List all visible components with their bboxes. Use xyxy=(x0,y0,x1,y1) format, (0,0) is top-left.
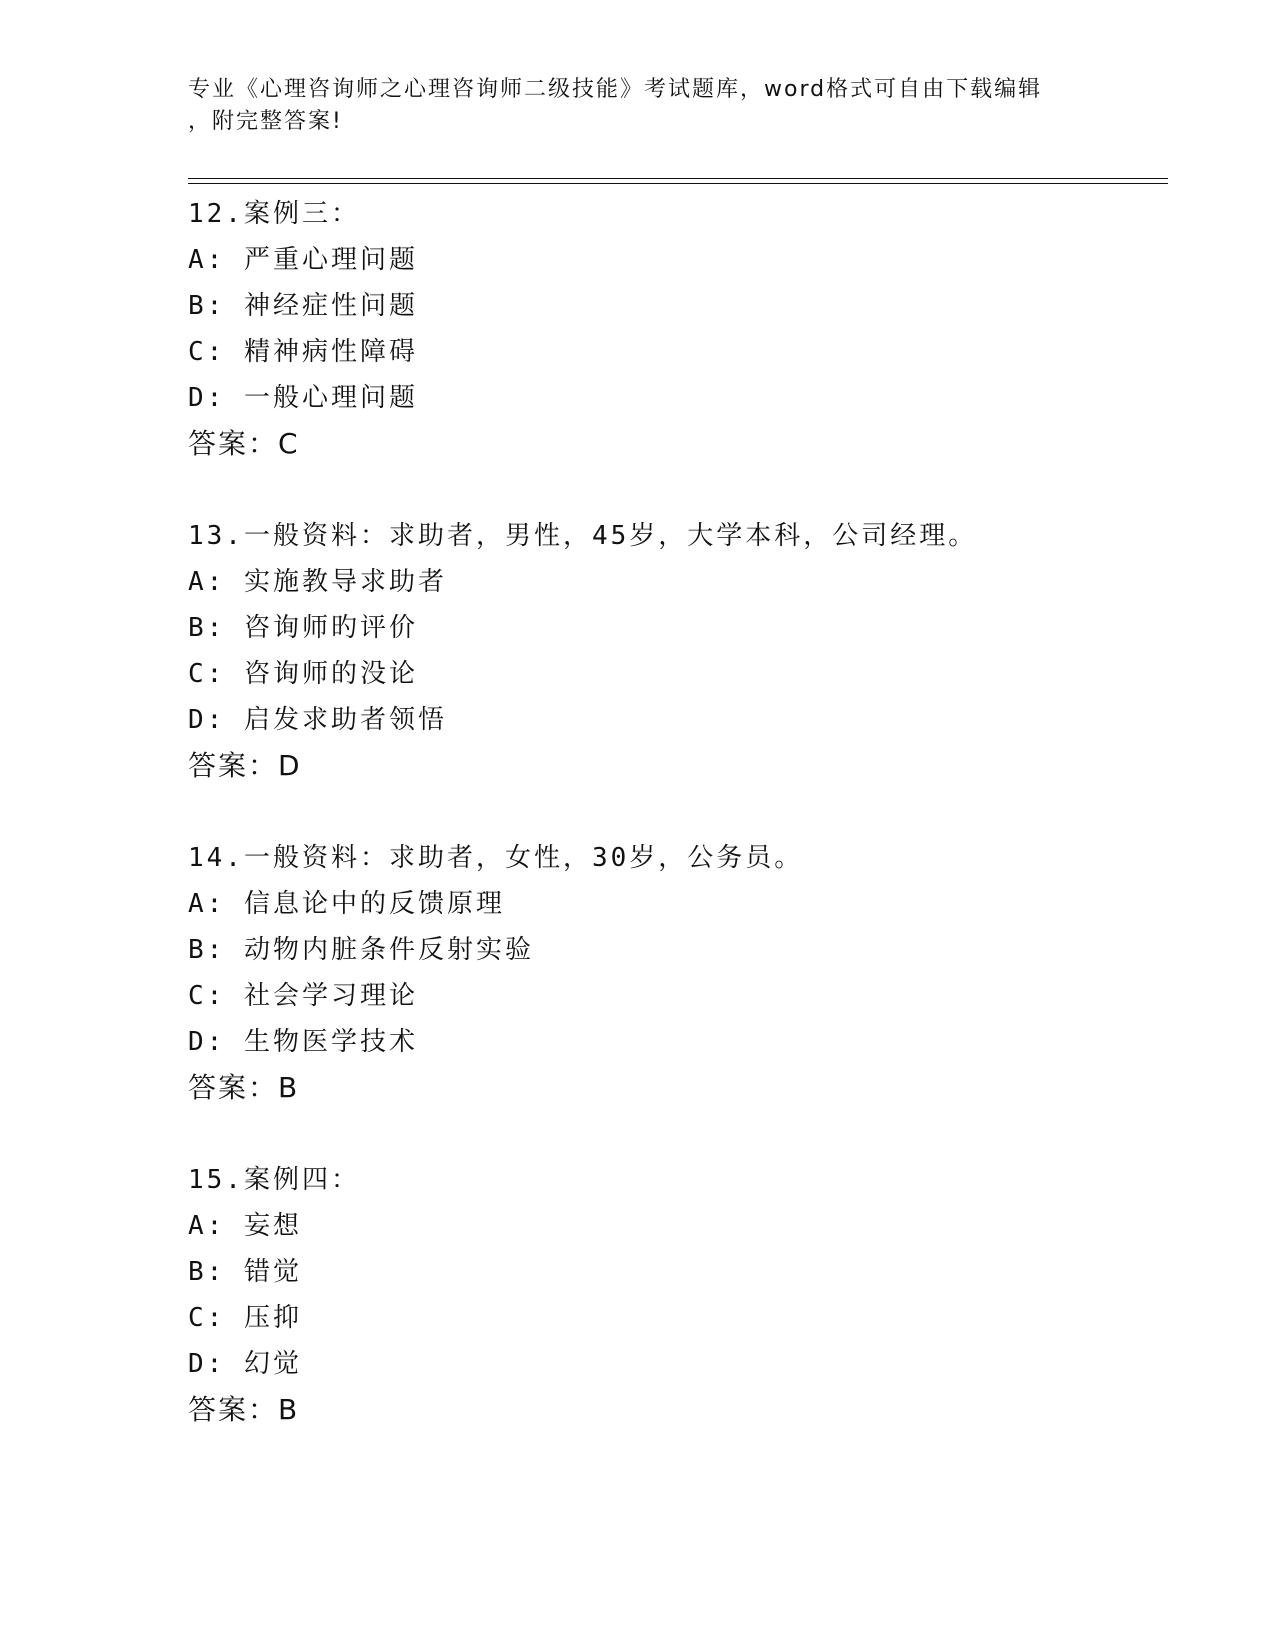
option-letter: A: xyxy=(188,1211,226,1241)
answer-label: 答案：B xyxy=(188,1071,300,1104)
option-text: 生物医学技术 xyxy=(243,1027,418,1057)
option-text: 咨询师旳评价 xyxy=(243,613,418,643)
option-letter: C: xyxy=(188,659,226,689)
option-letter: C: xyxy=(188,1303,226,1333)
option-a xyxy=(188,1203,1148,1249)
option-c xyxy=(188,651,1148,697)
option-b xyxy=(188,283,1148,329)
option-text: 实施教导求助者 xyxy=(243,567,447,597)
option-d xyxy=(188,697,1148,743)
option-text: 咨询师的没论 xyxy=(243,659,418,689)
option-text: 妄想 xyxy=(243,1211,302,1241)
option-letter: A: xyxy=(188,889,226,919)
option-text: 信息论中的反馈原理 xyxy=(243,889,505,919)
question-stem: 13.一般资料：求助者，男性，45岁，大学本科，公司经理。 xyxy=(188,521,978,551)
option-letter: A: xyxy=(188,245,226,275)
option-letter: D: xyxy=(188,1027,226,1057)
question-14 xyxy=(188,835,1148,1111)
answer-label: 答案：D xyxy=(188,749,302,782)
option-letter: B: xyxy=(188,1257,226,1287)
option-text: 启发求助者领悟 xyxy=(243,705,447,735)
option-text: 神经症性问题 xyxy=(243,291,418,321)
answer-label: 答案：C xyxy=(188,427,300,460)
option-text: 社会学习理论 xyxy=(243,981,418,1011)
option-text: 幻觉 xyxy=(243,1349,302,1379)
option-b xyxy=(188,927,1148,973)
option-d xyxy=(188,1019,1148,1065)
option-c xyxy=(188,1295,1148,1341)
document-header xyxy=(188,74,1068,138)
option-letter: D: xyxy=(188,383,226,413)
option-letter: B: xyxy=(188,935,226,965)
question-15 xyxy=(188,1157,1148,1433)
option-a xyxy=(188,881,1148,927)
option-text: 压抑 xyxy=(243,1303,302,1333)
option-text: 精神病性障碍 xyxy=(243,337,418,367)
header-line-2: ，附完整答案! xyxy=(188,109,343,134)
option-letter: A: xyxy=(188,567,226,597)
option-text: 错觉 xyxy=(243,1257,302,1287)
option-b xyxy=(188,605,1148,651)
option-d xyxy=(188,1341,1148,1387)
option-d xyxy=(188,375,1148,421)
option-letter: D: xyxy=(188,705,226,735)
question-stem: 15.案例四： xyxy=(188,1165,360,1195)
option-text: 一般心理问题 xyxy=(243,383,418,413)
option-a xyxy=(188,559,1148,605)
question-12 xyxy=(188,191,1148,467)
header-line-1: 专业《心理咨询师之心理咨询师二级技能》考试题库，word格式可自由下载编辑 xyxy=(188,77,1043,102)
question-13 xyxy=(188,513,1148,789)
option-letter: B: xyxy=(188,613,226,643)
question-list xyxy=(188,191,1148,1479)
answer-label: 答案：B xyxy=(188,1393,300,1426)
option-c xyxy=(188,329,1148,375)
question-stem: 12.案例三： xyxy=(188,199,360,229)
option-c xyxy=(188,973,1148,1019)
option-letter: C: xyxy=(188,337,226,367)
option-text: 严重心理问题 xyxy=(243,245,418,275)
option-b xyxy=(188,1249,1148,1295)
option-letter: D: xyxy=(188,1349,226,1379)
option-text: 动物内脏条件反射实验 xyxy=(243,935,534,965)
option-letter: B: xyxy=(188,291,226,321)
option-a xyxy=(188,237,1148,283)
question-stem: 14.一般资料：求助者，女性，30岁，公务员。 xyxy=(188,843,804,873)
header-divider-bottom xyxy=(188,183,1168,184)
option-letter: C: xyxy=(188,981,226,1011)
header-divider-top xyxy=(188,178,1168,179)
